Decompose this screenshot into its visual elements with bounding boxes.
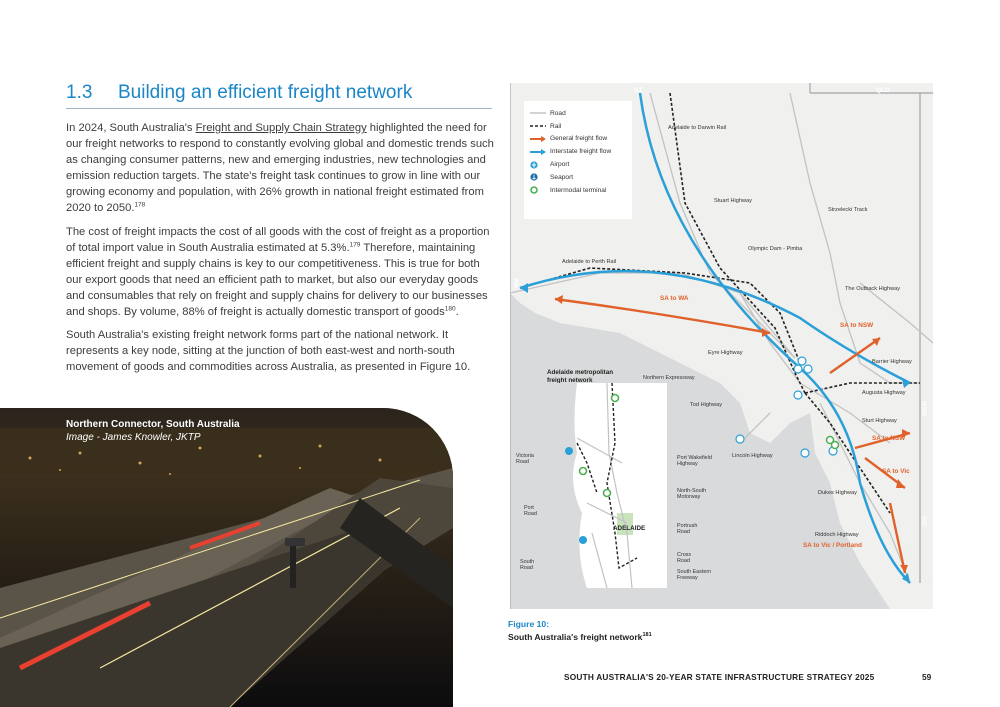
inset-label-port-road: Port Road [524,505,537,518]
seaport-icon [794,391,802,399]
legend-item-general-flow [530,133,626,146]
label-stuart-highway: Stuart Highway [714,198,752,204]
label-adelaide-darwin-rail: Adelaide to Darwin Rail [668,125,727,131]
reference-180: 180 [444,305,456,313]
photo-caption-credit: Image - James Knowler, JKTP [66,432,201,443]
legend-label: Rail [550,122,562,130]
adelaide-metro-inset [547,383,667,588]
paragraph-1 [66,120,494,217]
state-label-nsw: NSW [920,401,927,417]
label-dukes-highway: Dukes Highway [818,490,857,496]
flow-label-sa-wa: SA to WA [660,295,689,302]
intermodal-terminal-icon [530,186,538,194]
label-lincoln-highway: Lincoln Highway [732,453,773,459]
airport-icon [530,161,538,169]
legend-item-airport [530,158,626,171]
label-barrier-highway: Barrier Highway [872,359,912,365]
figure-caption [508,619,652,643]
legend-label: Seaport [550,173,574,181]
paragraph-2 [66,224,494,321]
inset-label-south-road: South Road [520,559,535,572]
legend-item-rail [530,120,626,133]
legend-label: General freight flow [550,135,608,143]
inset-label-port-wakefield-highway: Port Wakefield Highway [677,455,712,468]
state-label-nt: NT [634,87,643,94]
seaport-icon [530,173,538,181]
seaport-icon [794,365,802,373]
legend-label: Intermodal terminal [550,186,607,194]
freight-network-map [510,83,933,609]
figure-title-line [508,630,652,643]
intermodal-terminal-icon [580,468,587,475]
body-text [66,120,494,382]
legend-item-seaport [530,171,626,184]
p2-text-end: . [455,306,459,319]
general-freight-arrow-icon [530,136,546,142]
legend-item-intermodal [530,184,626,197]
legend-label: Road [550,109,566,117]
flow-label-sa-nsw-2: SA to NSW [872,435,906,442]
paragraph-3: South Australia's existing freight network forms part of the national network. It represents a key node, sitting at the junction of both east-west and north-south movement of goods and commodities across Australia, as presented in Figure 10. [66,329,471,374]
label-sturt-highway: Sturt Highway [862,418,897,424]
reference-179: 179 [349,240,361,248]
inset-label-portrush-road: Portrush Road [677,523,698,536]
flow-label-sa-vic-portland: SA to Vic / Portland [803,542,862,549]
seaport-icon [798,357,806,365]
intermodal-terminal-icon [612,395,619,402]
seaport-icon [736,435,744,443]
northern-connector-photo [0,408,453,707]
state-label-qld: QLD [876,87,890,94]
interstate-freight-arrow-icon [530,149,546,155]
legend-label: Interstate freight flow [550,148,612,156]
inset-label-victoria-road: Victoria Road [516,453,534,466]
seaport-icon [565,447,573,455]
section-title: Building an efficient freight network [118,82,413,103]
p2-text-middle: Therefore, maintaining efficient freight and supply chains is key to our competitiveness. This is true for both our export goods that need an efficient path to market, but also our everyday goods and consumables that rely on freight and supply chains for delivery to our businesses and shops. By volume, 88% of freight is actually domestic transport of goods [66,241,488,319]
flow-label-sa-vic: SA to Vic [882,468,910,475]
seaport-icon [804,365,812,373]
photo-caption-title: Northern Connector, South Australia [66,419,240,430]
legend-item-interstate-flow [530,145,626,158]
label-eyre-highway: Eyre Highway [708,350,743,356]
label-outback-highway: The Outback Highway [845,286,901,292]
label-tod-highway: Tod Highway [690,402,723,408]
flow-label-sa-nsw: SA to NSW [840,322,874,329]
road-line-icon [530,111,546,115]
inset-map [547,383,667,588]
map-legend [524,101,632,219]
p1-text-start: In 2024, South Australia's [66,122,196,134]
intermodal-terminal-icon [832,442,839,449]
night-highway-image [0,408,453,707]
photo-caption [66,418,240,444]
intermodal-terminal-icon [604,490,611,497]
rail-line-icon [530,124,546,128]
label-olympic-dam: Olympic Dam - Pimba [748,246,803,252]
freight-strategy-link[interactable]: Freight and Supply Chain Strategy [195,122,367,134]
p2-text-start: The cost of freight impacts the cost of all goods with the cost of freight as a proportion of total import value in South Australia estimated at 5.3%. [66,225,490,254]
reference-178: 178 [134,201,146,209]
inset-label-south-eastern-freeway: South Eastern Freeway [677,569,712,582]
inset-label-adelaide: ADELAIDE [613,525,646,532]
section-heading [66,82,492,109]
p1-text-end: highlighted the need for our freight networks to respond to constantly evolving global and domestic trends such as changing consumer patterns, new and emerging industries, new technologies and emission reduction targets. The state's freight task continues to grow in line with our growing economy and population, with 26% growth in national freight estimated from 2020 to 2050. [66,122,494,215]
state-label-vic: VIC [920,516,927,527]
label-adelaide-perth-rail: Adelaide to Perth Rail [562,259,617,265]
figure-label: Figure 10: [508,619,550,629]
state-label-wa: WA [512,278,519,289]
page-number: 59 [922,672,932,682]
label-strzelecki-track: Strzelecki Track [828,207,868,213]
legend-label: Airport [550,161,570,169]
label-riddoch-highway: Riddoch Highway [815,532,859,538]
seaport-icon [801,449,809,457]
inset-label-northern-expressway: Northern Expressway [643,375,695,381]
airport-icon [579,536,587,544]
figure-title: South Australia's freight network [508,631,643,642]
figure-reference: 181 [642,632,652,638]
inset-label-north-south-motorway: North-South Motorway [677,488,707,501]
inset-title: Adelaide metropolitan freight network [547,369,614,384]
legend-item-road [530,107,626,120]
section-number: 1.3 [66,82,93,103]
footer-title: SOUTH AUSTRALIA'S 20-YEAR STATE INFRASTRUCTURE STRATEGY 2025 [564,672,875,682]
label-augusta-highway: Augusta Highway [862,390,906,396]
inset-label-cross-road: Cross Road [677,552,692,565]
